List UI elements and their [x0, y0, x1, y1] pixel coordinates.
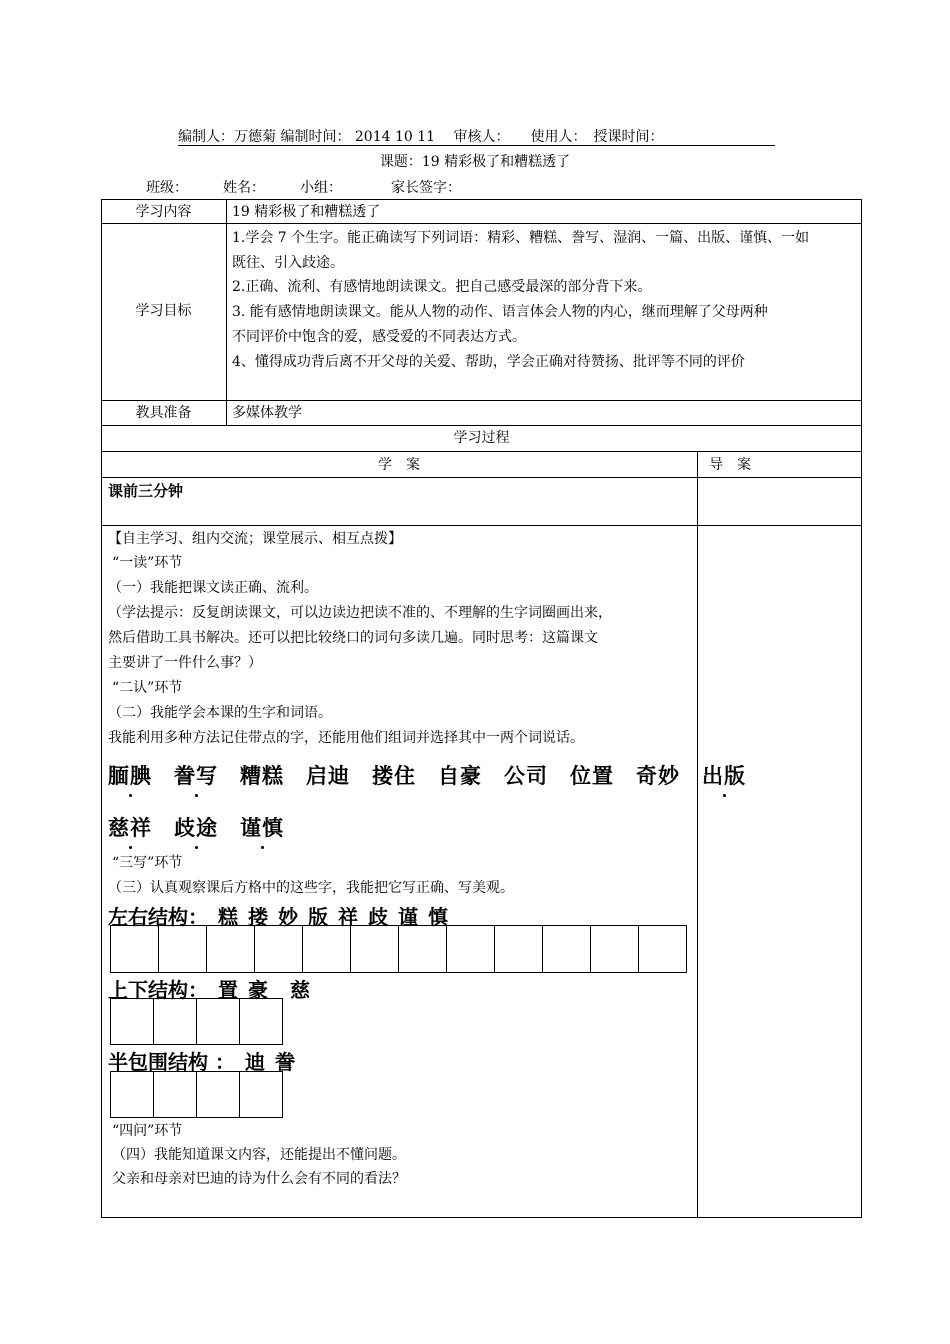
goal-line: 1.学会 7 个生字。能正确读写下列词语：精彩、糟糕、誊写、湿润、一篇、出版、谨慎、一如	[232, 230, 810, 246]
tools-value: 多媒体教学	[232, 405, 302, 421]
content-value: 19 精彩极了和糟糕透了	[232, 204, 381, 220]
vocab-word: 誊写	[174, 763, 218, 788]
writing-grid-left-right	[110, 925, 687, 973]
vocab-word: 自豪	[438, 763, 482, 788]
header-underline	[178, 145, 775, 146]
goals-label: 学习目标	[135, 303, 192, 319]
recog-desc: 我能利用多种方法记住带点的字，还能用他们组词并选择其中一两个词说话。	[108, 730, 584, 746]
practice-char: 置	[218, 978, 238, 1002]
practice-char: 迪	[244, 1050, 265, 1074]
vocab-row-1	[108, 760, 746, 790]
practice-char: 歧	[368, 905, 388, 929]
practice-char: 豪	[248, 978, 268, 1002]
recog-goal: （二）我能学会本课的生字和词语。	[108, 705, 332, 721]
vocab-word: 出版	[702, 763, 746, 788]
recog-section-title: “二认”环节	[112, 680, 183, 696]
vocab-word: 歧途	[174, 815, 218, 840]
practice-char: 慈	[290, 978, 310, 1002]
vocab-word: 糟糕	[240, 763, 284, 788]
vocab-word: 谨慎	[240, 815, 284, 840]
vocab-word: 奇妙	[636, 763, 680, 788]
practice-char: 糕	[218, 905, 238, 929]
goal-line: 不同评价中饱含的爱，感受爱的不同表达方式。	[232, 329, 526, 345]
structure-label: 左右结构：	[108, 905, 208, 929]
practice-char: 版	[308, 905, 328, 929]
col-study-header: 学 案	[378, 457, 420, 473]
header-meta-line: 编制人：万德菊 编制时间： 2014 10 11 审核人： 使用人： 授课时间：	[178, 129, 671, 145]
structure-label: 上下结构：	[108, 978, 208, 1002]
goal-line: 2.正确、流利、有感情地朗读课文。把自己感受最深的部分背下来。	[232, 279, 652, 295]
vocab-word: 腼腆	[108, 763, 152, 788]
ask-question: 父亲和母亲对巴迪的诗为什么会有不同的看法？	[112, 1171, 406, 1187]
writing-grid-top-bottom	[110, 998, 283, 1045]
tools-label: 教具准备	[135, 405, 192, 421]
practice-char: 慎	[428, 905, 448, 929]
read-tip-line: 主要讲了一件什么事？）	[108, 655, 262, 671]
vocab-word: 慈祥	[108, 815, 152, 840]
vocab-word: 公司	[504, 763, 548, 788]
practice-char: 搂	[248, 905, 268, 929]
goal-line: 4、懂得成功背后离不开父母的关爱、帮助，学会正确对待赞扬、批评等不同的评价	[232, 354, 745, 370]
intro-line: 【自主学习、组内交流；课堂展示、相互点拨】	[108, 531, 402, 547]
vocab-row-2	[108, 812, 284, 842]
goal-line: 既往、引入歧途。	[232, 255, 344, 271]
ask-goal: （四）我能知道课文内容，还能提出不懂问题。	[112, 1147, 406, 1163]
pre-class-heading: 课前三分钟	[108, 482, 184, 500]
student-info-line: 班级： 姓名： 小组： 家长签字：	[146, 180, 461, 196]
lesson-topic: 课题：19 精彩极了和糟糕透了	[379, 154, 571, 170]
vocab-word: 搂住	[372, 763, 416, 788]
col-guide-header: 导 案	[709, 457, 751, 473]
process-title: 学习过程	[453, 430, 510, 446]
read-goal: （一）我能把课文读正确、流利。	[108, 580, 318, 596]
write-goal: （三）认真观察课后方格中的这些字，我能把它写正确、写美观。	[108, 880, 514, 896]
practice-char: 祥	[338, 905, 358, 929]
structure-label: 半包围结构 ：	[108, 1050, 235, 1074]
practice-char: 誊	[274, 1050, 295, 1074]
write-section-title: “三写”环节	[112, 855, 183, 871]
practice-char: 妙	[278, 905, 298, 929]
goal-line: 3. 能有感情地朗读课文。能从人物的动作、语言体会人物的内心，继而理解了父母两种	[232, 304, 768, 320]
read-section-title: “一读”环节	[112, 555, 183, 571]
read-tip-line: 然后借助工具书解决。还可以把比较绕口的词句多读几遍。同时思考：这篇课文	[108, 630, 598, 646]
read-tip-line: （学法提示：反复朗读课文，可以边读边把读不准的、不理解的生字词圈画出来，	[108, 605, 612, 621]
vocab-word: 位置	[570, 763, 614, 788]
writing-grid-semi-enclosure	[110, 1071, 283, 1118]
vocab-word: 启迪	[306, 763, 350, 788]
content-label: 学习内容	[135, 204, 192, 220]
ask-section-title: “四问”环节	[112, 1123, 183, 1139]
practice-char: 谨	[398, 905, 418, 929]
